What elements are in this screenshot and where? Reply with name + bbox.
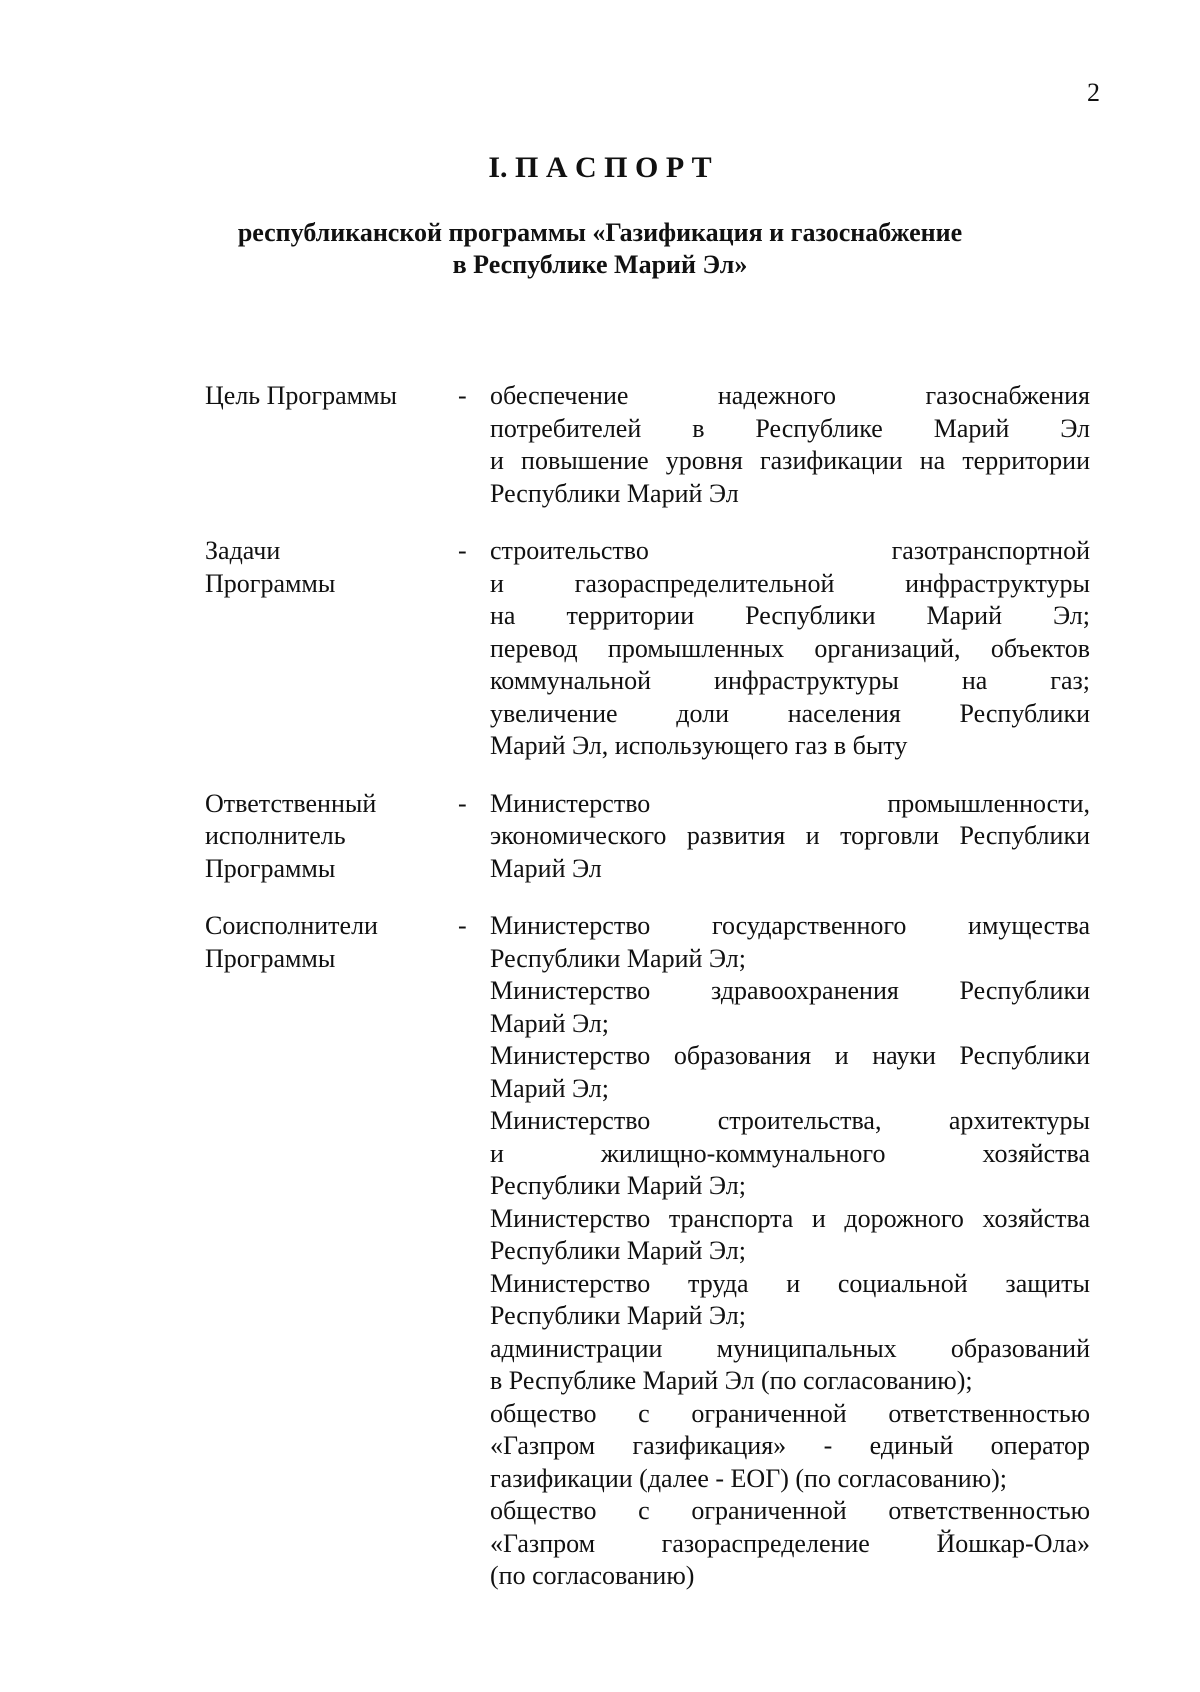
row-label-line: Цель Программы (205, 381, 398, 410)
row-goal (205, 380, 1090, 510)
document-subtitle (0, 217, 1200, 281)
row-value-line: Марий Эл; (490, 1008, 610, 1038)
row-value-line: строительство газотранспортной (490, 536, 1090, 565)
row-label-line: Ответственный (205, 788, 377, 818)
row-value-line: Министерство транспорта и дорожного хозяйства (490, 1203, 1090, 1233)
row-label-line: Программы (205, 943, 336, 973)
document-title: I. П А С П О Р Т (488, 151, 712, 184)
row-dash: - (458, 381, 467, 410)
row-value-line: перевод промышленных организаций, объектов (490, 633, 1090, 663)
row-label-line: исполнитель (205, 821, 346, 850)
row-value-line: «Газпром газификация» - единый оператор (490, 1431, 1090, 1460)
row-value-line: Министерство труда и социальной защиты (490, 1268, 1090, 1298)
row-value-line: Марий Эл, использующего газ в быту (490, 731, 908, 760)
row-value-line: администрации муниципальных образований (490, 1333, 1090, 1363)
row-label-line: Соисполнители (205, 911, 378, 940)
row-value-line: и газораспределительной инфраструктуры (490, 568, 1090, 598)
row-value-line: Республики Марий Эл; (490, 1236, 746, 1265)
row-value-line: Министерство строительства, архитектуры (490, 1106, 1090, 1135)
row-value-line: Марий Эл (490, 853, 602, 883)
passport-table (205, 380, 1090, 1618)
row-value-line: экономического развития и торговли Республики (490, 821, 1090, 850)
row-label (205, 535, 458, 763)
row-value-line: «Газпром газораспределение Йошкар-Ола» (490, 1528, 1090, 1558)
row-value-line: Министерство образования и науки Республики (490, 1041, 1090, 1070)
row-value-line: газификации (далее - ЕОГ) (по согласованию); (490, 1463, 1008, 1493)
row-value-line: и жилищно-коммунального хозяйства (490, 1138, 1090, 1168)
row-co-executors (205, 910, 1090, 1593)
row-value-line: (по согласованию) (490, 1561, 695, 1590)
row-value-line: Марий Эл; (490, 1073, 610, 1103)
row-responsible-executor (205, 788, 1090, 886)
row-value-line: и повышение уровня газификации на территории (490, 446, 1090, 475)
page-number: 2 (1087, 78, 1100, 107)
row-value-line: Республики Марий Эл (490, 478, 739, 508)
row-value-line: Республики Марий Эл; (490, 1301, 746, 1330)
row-dash: - (458, 536, 467, 565)
row-value-line: потребителей в Республике Марий Эл (490, 413, 1090, 443)
row-value (490, 910, 1090, 1593)
row-value-line: общество с ограниченной ответственностью (490, 1496, 1090, 1525)
row-label-line: Программы (205, 853, 336, 883)
row-label (205, 380, 458, 510)
row-dash: - (458, 911, 467, 940)
row-value-line: обеспечение надежного газоснабжения (490, 381, 1090, 410)
row-value (490, 380, 1090, 510)
row-value-line: коммунальной инфраструктуры на газ; (490, 666, 1090, 695)
row-value-line: общество с ограниченной ответственностью (490, 1398, 1090, 1428)
row-label (205, 788, 458, 886)
row-value-line: Республики Марий Эл; (490, 943, 746, 973)
row-label (205, 910, 458, 1593)
row-value-line: на территории Республики Марий Эл; (490, 601, 1090, 630)
row-value-line: Республики Марий Эл; (490, 1171, 746, 1200)
row-value (490, 788, 1090, 886)
row-value-line: увеличение доли населения Республики (490, 698, 1090, 728)
subtitle-line: в Республике Марий Эл» (452, 250, 748, 279)
row-value-line: в Республике Марий Эл (по согласованию); (490, 1366, 973, 1395)
row-value-line: Министерство государственного имущества (490, 911, 1090, 940)
row-tasks (205, 535, 1090, 763)
row-dash: - (458, 788, 467, 818)
row-value-line: Министерство здравоохранения Республики (490, 976, 1090, 1005)
row-value (490, 535, 1090, 763)
row-value-line: Министерство промышленности, (490, 788, 1090, 818)
row-label-line: Программы (205, 568, 336, 598)
row-label-line: Задачи (205, 536, 281, 565)
subtitle-line: республиканской программы «Газификация и газоснабжение (237, 218, 963, 247)
